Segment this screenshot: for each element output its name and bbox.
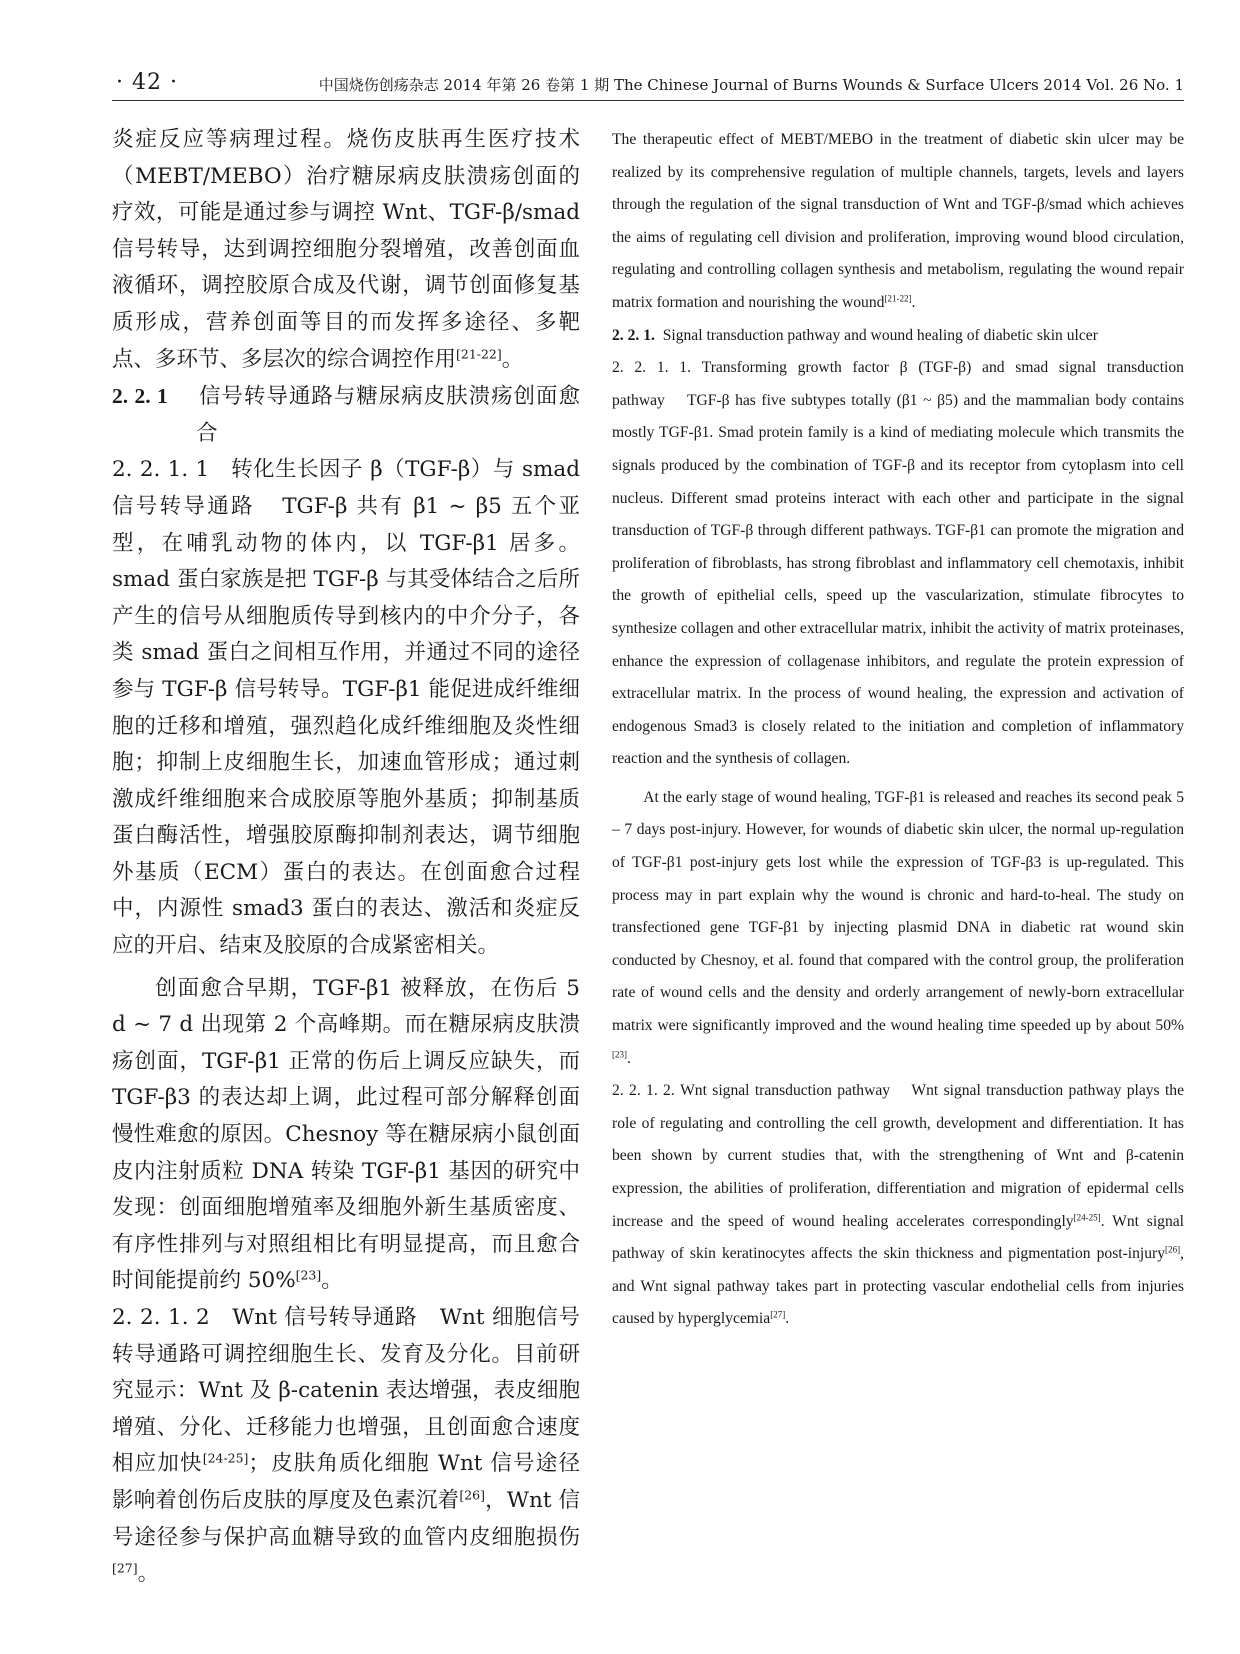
cn-paragraph-end: 。 bbox=[321, 1268, 343, 1294]
english-column bbox=[612, 124, 1184, 1336]
cn-subsection-number: 2. 2. 1. 2 bbox=[112, 1305, 210, 1330]
en-intro-paragraph bbox=[612, 124, 1184, 320]
journal-title: 中国烧伤创疡杂志 2014 年第 26 卷第 1 期 The Chinese Journal of Burns Wounds & Surface Ulcers 2014 Vol. 26 No. 1 bbox=[318, 76, 1184, 94]
chinese-column bbox=[112, 122, 580, 1593]
en-subsection-title: Wnt signal transduction pathway bbox=[680, 1082, 891, 1100]
citation: [26] bbox=[459, 1487, 485, 1503]
en-subsection-text: TGF-β has five subtypes totally (β1 ~ β5) and the mammalian body contains mostly TGF-β1. Smad protein family is a kind of mediating molecule which transmits the signals produced by the combination of TGF-β and its receptor from cytoplasm into cell nucleus. Different smad proteins interact with each other and participate in the signal transduction of TGF-β through different pathways. TGF-β1 can promote the migration and proliferation of fibroblasts, has strong fibroblast and inflammatory cell chemotaxis, inhibit the growth of epithelial cells, speed up the vascularization, stimulate fibrocytes to synthesize collagen and other extracellular matrix, inhibit the activity of matrix proteinases, enhance the expression of collagenase inhibitors, and regulate the protein expression of extracellular matrix. In the process of wound healing, the expression and activation of endogenous Smad3 is closely related to the initiation and completion of inflammatory reaction and the synthesis of collagen. bbox=[612, 391, 1185, 768]
cn-subsection-title: Wnt 信号转导通路 bbox=[232, 1305, 418, 1330]
en-intro-end: . bbox=[911, 293, 916, 311]
en-subsection-end: . bbox=[785, 1310, 790, 1328]
en-subsection-2-2-1-1 bbox=[612, 352, 1184, 776]
en-paragraph-text: At the early stage of wound healing, TGF-β1 is released and reaches its second peak 5 – 7 days post-injury. However, for wounds of diabetic skin ulcer, the normal up-regulation of TGF-β1 post-injury gets lost while the expression of TGF-β3 is up-regulated. This process may in part explain why the wound is chronic and hard-to-heal. The study on transfectioned gene TGF-β1 by injecting plasmid DNA in diabetic rat wound skin conducted by Chesnoy, et al. found that compared with the control group, the proliferation rate of wound cells and the density and orderly arrangement of newly-born extracellular matrix were significantly improved and the wound healing time speeded up by about 50% bbox=[612, 788, 1184, 1035]
citation: [24-25] bbox=[1073, 1211, 1101, 1222]
cn-section-heading-2-2-1 bbox=[112, 378, 580, 452]
cn-paragraph-text: 创面愈合早期，TGF-β1 被释放，在伤后 5 d ~ 7 d 出现第 2 个高峰期。而在糖尿病皮肤溃疡创面，TGF-β1 正常的伤后上调反应缺失，而 TGF-β3 的表达却上调，此过程可部分解释创面慢性难愈的原因。Chesnoy 等在糖尿病小鼠创面皮内注射质粒 DNA 转染 TGF-β1 基因的研究中发现：创面细胞增殖率及细胞外新生基质密度、有序性排列与对照组相比有明显提高，而且愈合时间能提前约 50% bbox=[112, 975, 580, 1294]
citation: [23] bbox=[295, 1267, 322, 1283]
en-subsection-number: 2. 2. 1. 2. bbox=[612, 1082, 675, 1100]
cn-intro-text: 炎症反应等病理过程。烧伤皮肤再生医疗技术（MEBT/MEBO）治疗糖尿病皮肤溃疡创面的疗效，可能是通过参与调控 Wnt、TGF-β/smad 信号转导，达到调控细胞分裂增殖，改善创面血液循环，调控胶原合成及代谢，调节创面修复基质形成，营养创面等目的而发挥多途径、多靶点、多环节、多层次的综合调控作用 bbox=[112, 127, 580, 372]
cn-section-title: 信号转导通路与糖尿病皮肤溃疡创面愈合 bbox=[196, 384, 580, 446]
cn-subsection-text: ，Wnt 信号途径参与保护高血糖导致的血管内皮细胞损伤 bbox=[112, 1487, 580, 1550]
cn-subsection-text: TGF-β 共有 β1 ~ β5 五个亚型，在哺乳动物的体内，以 TGF-β1 居多。smad 蛋白家族是把 TGF-β 与其受体结合之后所产生的信号从细胞质传导到核内的中介分子，各类 smad 蛋白之间相互作用，并通过不同的途径参与 TGF-β 信号转导。TGF-β1 能促进成纤维细胞的迁移和增殖，强烈趋化成纤维细胞及炎性细胞；抑制上皮细胞生长，加速血管形成；通过刺激成纤维细胞来合成胶原等胞外基质；抑制基质蛋白酶活性，增强胶原酶抑制剂表达，调节细胞外基质（ECM）蛋白的表达。在创面愈合过程中，内源性 smad3 蛋白的表达、激活和炎症反应的开启、结束及胶原的合成紧密相关。 bbox=[112, 493, 580, 959]
en-subsection-text: , and Wnt signal pathway takes part in protecting vascular endothelial cells from injuries caused by hyperglycemia bbox=[612, 1245, 1184, 1328]
cn-subsection-number: 2. 2. 1. 1 bbox=[112, 457, 210, 483]
en-section-title: Signal transduction pathway and wound healing of diabetic skin ulcer bbox=[662, 326, 1098, 344]
cn-subsection-text: ；皮肤角质化细胞 Wnt 信号途径影响着创伤后皮肤的厚度及色素沉着 bbox=[112, 1451, 580, 1513]
citation: [27] bbox=[112, 1560, 138, 1576]
citation: [26] bbox=[1165, 1244, 1181, 1255]
en-section-heading-2-2-1 bbox=[612, 320, 1184, 353]
citation: [23] bbox=[612, 1049, 628, 1060]
cn-intro-end: 。 bbox=[501, 346, 524, 372]
citation: [24-25] bbox=[202, 1450, 249, 1466]
cn-section-number: 2. 2. 1 bbox=[112, 384, 168, 409]
en-subsection-number: 2. 2. 1. 1. bbox=[612, 359, 691, 377]
en-wound-healing-paragraph bbox=[612, 782, 1184, 1075]
citation: [21-22] bbox=[884, 293, 912, 304]
en-paragraph-end: . bbox=[627, 1049, 631, 1067]
en-subsection-text: . Wnt signal pathway of skin keratinocytes affects the skin thickness and pigmentation post-injury bbox=[612, 1212, 1184, 1263]
cn-subsection-title: 转化生长因子 β（TGF-β）与 smad 信号转导通路 bbox=[112, 457, 580, 519]
en-intro-text: The therapeutic effect of MEBT/MEBO in the treatment of diabetic skin ulcer may be realized by its comprehensive regulation of multiple channels, targets, levels and layers through the regulation of the signal transduction of Wnt and TGF-β/smad which achieves the aims of regulating cell division and proliferation, improving wound blood circulation, regulating and controlling collagen synthesis and metabolism, regulating the wound repair matrix formation and nourishing the wound bbox=[612, 131, 1184, 311]
cn-intro-paragraph bbox=[112, 122, 580, 378]
cn-wound-healing-paragraph bbox=[112, 971, 580, 1300]
en-subsection-text: Wnt signal transduction pathway plays the role of regulating and controlling the cell growth, development and differentiation. It has been shown by current studies that, with the strengthening of Wnt and β-catenin expression, the abilities of proliferation, differentiation and migration of epidermal cells increase and the speed of wound healing accelerates correspondingly bbox=[612, 1082, 1184, 1230]
citation: [27] bbox=[770, 1309, 786, 1320]
en-section-number: 2. 2. 1. bbox=[612, 326, 655, 344]
running-header bbox=[112, 64, 1184, 101]
en-subsection-2-2-1-2 bbox=[612, 1075, 1184, 1336]
cn-subsection-2-2-1-1 bbox=[112, 452, 580, 964]
page-number: · 42 · bbox=[116, 70, 178, 95]
en-subsection-title: Transforming growth factor β (TGF-β) and smad signal transduction pathway bbox=[612, 359, 1184, 409]
citation: [21-22] bbox=[456, 345, 502, 361]
cn-subsection-2-2-1-2 bbox=[112, 1300, 580, 1593]
cn-subsection-text: Wnt 细胞信号转导通路可调控细胞生长、发育及分化。目前研究显示：Wnt 及 β-catenin 表达增强，表皮细胞增殖、分化、迁移能力也增强，且创面愈合速度相应加快 bbox=[112, 1305, 580, 1477]
cn-subsection-end: 。 bbox=[137, 1561, 160, 1587]
